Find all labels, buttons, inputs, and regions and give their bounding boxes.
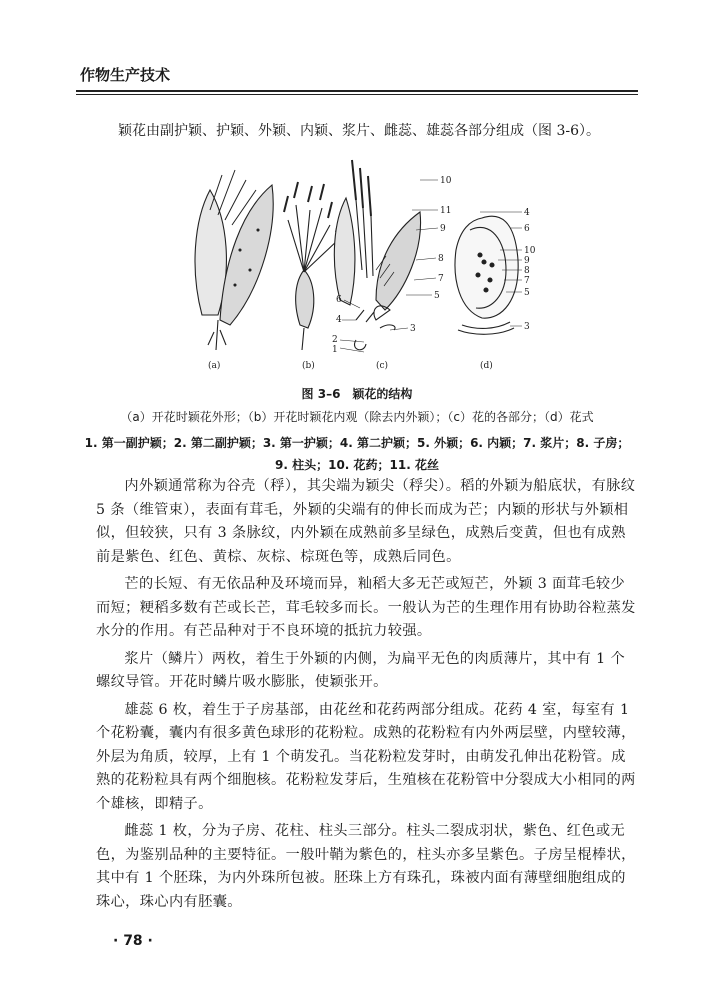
intro-sentence: 颖花由副护颖、护颖、外颖、内颖、浆片、雌蕊、雄蕊各部分组成（图 3-6）。 <box>118 123 600 139</box>
panel-label-d: (d) <box>480 361 493 371</box>
panel-label-c: (c) <box>376 361 389 371</box>
spikelet-drawing <box>180 150 560 375</box>
figure-legend-line: 9. 柱头；10. 花药；11. 花丝 <box>275 458 439 472</box>
paragraph: 浆片（鳞片）两枚，着生于外颖的内侧，为扁平无色的肉质薄片，其中有 1 个螺纹导管。开花时鳞片吸水膨胀，使颖张开。 <box>96 650 626 690</box>
panel-b-drawing <box>284 182 340 350</box>
figure-legend-line: 1. 第一副护颖；2. 第二副护颖；3. 第一护颖；4. 第二护颖；5. 外颖；6. 内颖；7. 浆片；8. 子房； <box>84 436 630 450</box>
header-title: 作物生产技术 <box>80 66 171 84</box>
body-text <box>96 475 638 918</box>
paragraph: 内外颖通常称为谷壳（稃），其尖端为颖尖（稃尖）。稻的外颖为船底状，有脉纹 5 条（维管束），表面有茸毛，外颖的尖端有的伸长而成为芒；内颖的形状与外颖相似，但较狭，只有 3 条脉纹，内外颖在成熟前多呈绿色，成熟后变黄，但也有成熟前是紫色、红色、黄棕、灰棕、棕斑色等，成熟后同色。 <box>96 478 636 565</box>
d-label: 5 <box>524 288 530 298</box>
c-label: 5 <box>434 291 440 301</box>
panel-label-a: (a) <box>208 361 221 371</box>
c-label: 1 <box>332 345 338 355</box>
panel-c-drawing <box>334 160 438 352</box>
figure-caption-title: 图 3–6 颖花的结构 <box>301 387 413 401</box>
c-label: 8 <box>438 254 444 264</box>
d-label: 9 <box>524 256 530 266</box>
c-label: 11 <box>440 206 452 216</box>
c-label: 9 <box>440 224 446 234</box>
d-label: 3 <box>524 322 530 332</box>
c-label: 3 <box>410 324 416 334</box>
spikelet-figure <box>180 150 560 375</box>
panel-label-b: (b) <box>302 361 315 371</box>
c-label: 2 <box>332 335 338 345</box>
figure-caption-subtitle: （a）开花时颖花外形；（b）开花时颖花内观（除去内外颖）；（c）花的各部分；（d）花式 <box>120 410 594 424</box>
running-header <box>76 62 638 92</box>
paragraph: 芒的长短、有无依品种及环境而异，籼稻大多无芒或短芒，外颖 3 面茸毛较少而短；粳稻多数有芒或长芒，茸毛较多而长。一般认为芒的生理作用有协助谷粒蒸发水分的作用。有芒品种对于不良环境的抵抗力较强。 <box>96 576 636 639</box>
d-label: 6 <box>524 224 530 234</box>
d-label: 10 <box>524 246 536 256</box>
d-label: 7 <box>524 276 530 286</box>
paragraph: 雌蕊 1 枚，分为子房、花柱、柱头三部分。柱头二裂成羽状，紫色、红色或无色，为鉴别品种的主要特征。一般叶鞘为紫色的，柱头亦多呈紫色。子房呈棍棒状，其中有 1 个胚珠，为内外珠所包被。胚珠上方有珠孔，珠被内面有薄壁细胞组成的珠心，珠心内有胚囊。 <box>96 823 636 910</box>
panel-d-drawing <box>455 212 522 334</box>
paragraph: 雄蕊 6 枚，着生于子房基部，由花丝和花药两部分组成。花药 4 室，每室有 1 个花粉囊，囊内有很多黄色球形的花粉粒。成熟的花粉粒有内外两层壁，内壁较薄，外层为角质，较厚，上有 1 个萌发孔。当花粉粒发芽时，由萌发孔伸出花粉管。成熟的花粉粒具有两个细胞核。花粉粒发芽后，生殖核在花粉管中分裂成大小相同的两个雄核，即精子。 <box>96 701 636 812</box>
page-number: · 78 · <box>113 933 153 949</box>
panel-a-drawing <box>195 170 273 350</box>
c-label: 10 <box>440 176 452 186</box>
d-label: 8 <box>524 266 530 276</box>
d-label: 4 <box>524 208 530 218</box>
c-label: 7 <box>438 274 444 284</box>
figure-legend <box>76 432 638 476</box>
c-label: 4 <box>336 315 342 325</box>
c-label: 6 <box>336 295 342 305</box>
